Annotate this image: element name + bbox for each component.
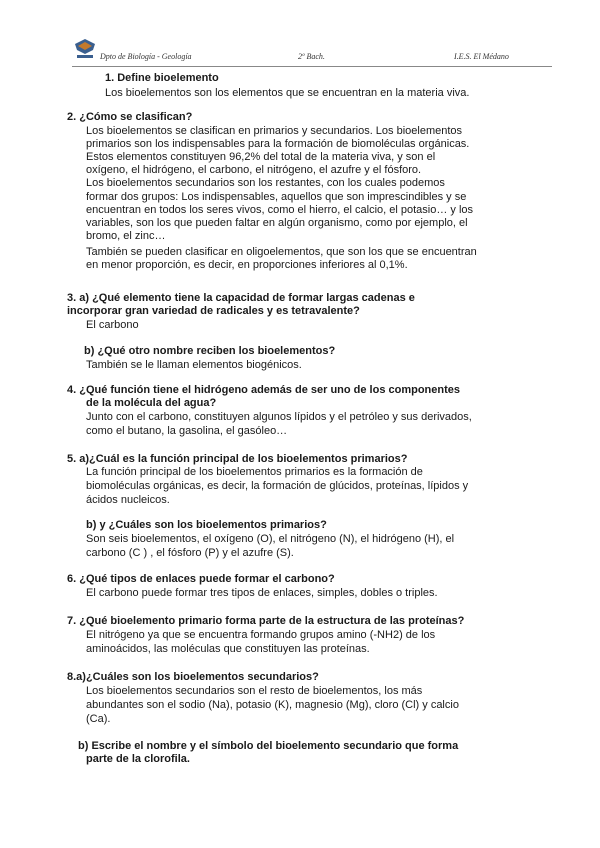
page-header	[72, 44, 552, 64]
question-7-line: aminoácidos, las moléculas que constituyen las proteínas.	[86, 643, 370, 655]
header-school: I.E.S. El Médano	[454, 52, 509, 61]
question-3a-answer: El carbono	[86, 319, 139, 331]
header-course: 2º Bach.	[298, 52, 325, 61]
question-2-line: oxígeno, el hidrógeno, el carbono, el nitrógeno, el azufre y el fósforo.	[86, 164, 422, 176]
question-3-title: incorporar gran variedad de radicales y es tetravalente?	[67, 305, 360, 317]
question-5b-line: carbono (C ) , el fósforo (P) y el azufre (S).	[86, 547, 294, 559]
question-5b-line: Son seis bioelementos, el oxígeno (O), el nitrógeno (N), el hidrógeno (H), el	[86, 533, 455, 545]
question-2-line: formar dos grupos: Los indispensables, aquellos que son imprescindibles y se	[86, 191, 467, 203]
question-2-line: También se pueden clasificar en oligoelementos, que son los que se encuentran	[86, 246, 477, 258]
question-2-title: 2. ¿Cómo se clasifican?	[67, 111, 193, 123]
question-3b-title: b) ¿Qué otro nombre reciben los bioelementos?	[84, 345, 336, 357]
question-1-title: 1. Define bioelemento	[105, 72, 219, 84]
question-6-answer: El carbono puede formar tres tipos de enlaces, simples, dobles o triples.	[86, 587, 438, 599]
school-logo-icon	[72, 36, 98, 62]
question-4-title: de la molécula del agua?	[86, 397, 217, 409]
header-divider	[72, 66, 552, 67]
question-5-title: 5. a)¿Cuál es la función principal de los bioelementos primarios?	[67, 453, 408, 465]
question-8b-title: b) Escribe el nombre y el símbolo del bioelemento secundario que forma	[78, 740, 459, 752]
question-8-line: abundantes son el sodio (Na), potasio (K), magnesio (Mg), cloro (Cl) y calcio	[86, 699, 459, 711]
question-2-line: en menor proporción, es decir, en proporciones inferiores al 0,1%.	[86, 259, 408, 271]
question-4-line: como el butano, la gasolina, el gasóleo…	[86, 425, 288, 437]
question-2-line: Estos elementos constituyen 96,2% del total de la materia viva, y son el	[86, 151, 436, 163]
question-8b-title: parte de la clorofila.	[86, 753, 190, 765]
question-2-line: variables, son los que pueden faltar en algún organismo, como por ejemplo, el	[86, 217, 468, 229]
question-3b-answer: También se le llaman elementos biogénicos.	[86, 359, 302, 371]
question-7-line: El nitrógeno ya que se encuentra formando grupos amino (-NH2) de los	[86, 629, 436, 641]
question-5-line: biomoléculas orgánicas, es decir, la formación de glúcidos, proteínas, lípidos y	[86, 480, 469, 492]
question-6-title: 6. ¿Qué tipos de enlaces puede formar el carbono?	[67, 573, 335, 585]
question-4-title: 4. ¿Qué función tiene el hidrógeno además de ser uno de los componentes	[67, 384, 461, 396]
question-7-title: 7. ¿Qué bioelemento primario forma parte de la estructura de las proteínas?	[67, 615, 465, 627]
question-4-line: Junto con el carbono, constituyen algunos lípidos y el petróleo y sus derivados,	[86, 411, 472, 423]
question-2-line: Los bioelementos secundarios son los restantes, con los cuales podemos	[86, 177, 445, 189]
question-5-line: La función principal de los bioelementos primarios es la formación de	[86, 466, 423, 478]
question-2-line: encuentran en todos los seres vivos, como el hierro, el calcio, el potasio… y los	[86, 204, 474, 216]
question-1-answer: Los bioelementos son los elementos que se encuentran en la materia viva.	[105, 87, 470, 99]
question-3-title: 3. a) ¿Qué elemento tiene la capacidad de formar largas cadenas e	[67, 292, 415, 304]
question-5b-title: b) y ¿Cuáles son los bioelementos primarios?	[86, 519, 327, 531]
question-8-line: Los bioelementos secundarios son el resto de bioelementos, los más	[86, 685, 423, 697]
header-department: Dpto de Biología - Geología	[100, 52, 192, 61]
question-8-line: (Ca).	[86, 713, 111, 725]
question-8-title: 8.a)¿Cuáles son los bioelementos secundarios?	[67, 671, 319, 683]
question-2-line: bromo, el zinc…	[86, 230, 166, 242]
question-5-line: ácidos nucleicos.	[86, 494, 170, 506]
question-2-line: Los bioelementos se clasifican en primarios y secundarios. Los bioelementos	[86, 125, 463, 137]
question-2-line: primarios son los indispensables para la formación de biomoléculas orgánicas.	[86, 138, 470, 150]
